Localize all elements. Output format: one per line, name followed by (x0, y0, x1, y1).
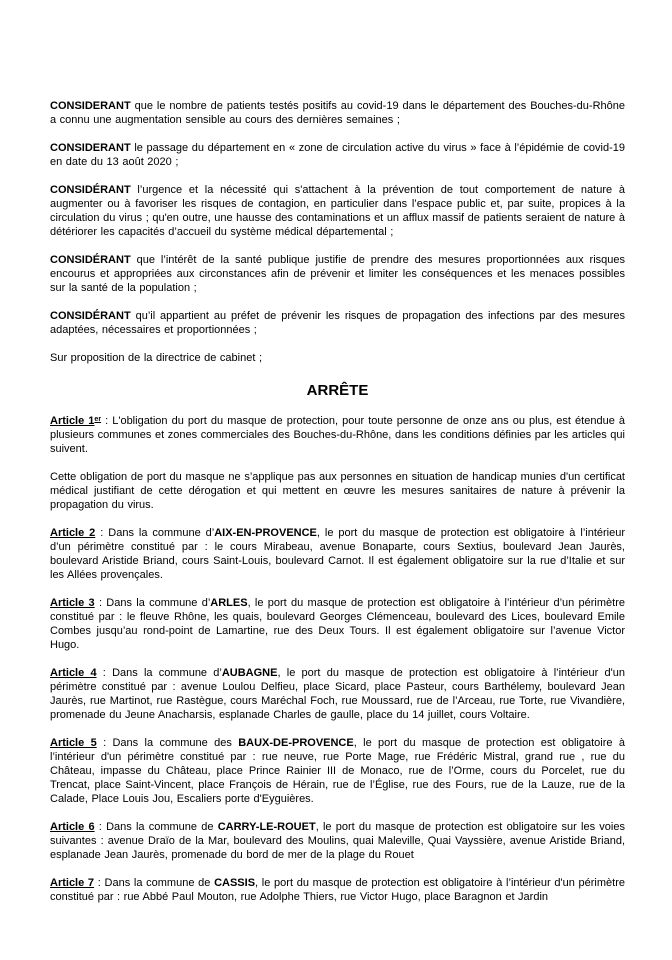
article-label: Article 3 (50, 597, 95, 609)
article-label: Article 1 (50, 415, 95, 427)
article-label: Article 6 (50, 821, 95, 833)
article-1-exemption (50, 470, 625, 512)
paragraph-text: , le port du masque de protection est obligatoire à l’intérieur d’un périmètre constitué par : le fleuve Rhône, les quais, boulevard Georges Clémenceau, boulevard des Lices, boulevard Emile Combes jusqu’au rond-point de Lamartine, rue des Deux Tours. Il est également obligatoire sur l’avenue Victor Hugo. (50, 597, 625, 651)
paragraph-text: : L'obligation du port du masque de protection, pour toute personne de onze ans ou plus, est étendue à plusieurs communes et zones commerciales des Bouches-du-Rhône, dans les conditions définies par les articles qui suivent. (50, 415, 625, 455)
commune-name: AIX-EN-PROVENCE (214, 527, 317, 539)
article-label: Article 4 (50, 667, 97, 679)
commune-name: CARRY-LE-ROUET (217, 821, 316, 833)
article-label: Article 7 (50, 877, 95, 889)
paragraph-text: , le port du masque de protection est obligatoire à l’intérieur d'un périmètre constitué par : avenue Loulou Delfieu, place Sicard, place Pasteur, cours Barthélemy, boulevard Jean Jaurès, rue Martinot, rue Rastègue, cours Maréchal Foch, rue Moussard, rue de l’Arceau, rue Torte, rue Vivandière, promenade du Jeune Anacharsis, esplanade Charles de gaulle, place du 14 juillet, cours Voltaire. (50, 667, 626, 721)
paragraph-text: le passage du département en « zone de circulation active du virus » face à l’épidémie de covid-19 en date du 13 août 2020 ; (50, 142, 625, 168)
considerant-keyword: CONSIDÉRANT (50, 184, 131, 196)
article-6 (50, 820, 625, 862)
paragraph-text: : Dans la commune d’ (94, 597, 211, 609)
paragraph-text: que le nombre de patients testés positifs au covid-19 dans le département des Bouches-du-Rhône a connu une augmentation sensible au cours des dernières semaines ; (50, 100, 625, 126)
paragraph-text: qu’il appartient au préfet de prévenir les risques de propagation des infections par des mesures adaptées, nécessaires et proportionnées ; (50, 310, 625, 336)
paragraph-text: que l’intérêt de la santé publique justifie de prendre des mesures proportionnées aux risques encourus et appropriées aux circonstances afin de prévenir et limiter les conséquences et les menaces possibles sur la santé de la population ; (50, 254, 625, 294)
commune-name: AUBAGNE (221, 667, 278, 679)
paragraph-text: , le port du masque de protection est obligatoire à l’intérieur d'un périmètre constitué par : rue Abbé Paul Mouton, rue Adolphe Thiers, rue Victor Hugo, place Baragnon et Jardin (50, 877, 625, 903)
article-4 (50, 666, 625, 722)
decree-heading (50, 382, 625, 400)
article-3 (50, 596, 625, 652)
paragraph-text: : Dans la commune de (94, 821, 218, 833)
considerant-keyword: CONSIDÉRANT (50, 310, 131, 322)
paragraph-text: Cette obligation de port du masque ne s’applique pas aux personnes en situation de handicap munies d'un certificat médical justifiant de cette dérogation et qui mettent en œuvre les mesures sanitaires de nature à prévenir la propagation du virus. (50, 471, 625, 511)
commune-name: CASSIS (214, 877, 256, 889)
heading-text: ARRÊTE (306, 382, 369, 399)
paragraph-text: : Dans la commune de (94, 877, 215, 889)
article-7 (50, 876, 625, 904)
article-label-ordinal: er (94, 416, 102, 423)
article-label: Article 5 (50, 737, 97, 749)
article-2 (50, 526, 625, 582)
sur-proposition (50, 351, 625, 365)
article-1 (50, 414, 625, 456)
considerant-2 (50, 141, 625, 169)
paragraph-text: l’urgence et la nécessité qui s'attachent à la prévention de tout comportement de nature à augmenter ou à favoriser les risques de contagion, en particulier dans l’espace public et, par suite, propices à la circulation du virus ; qu'en outre, une hausse des contaminations et un afflux massif de patients seraient de nature à détériorer les capacités d’accueil du système médical départemental ; (50, 184, 625, 238)
commune-name: ARLES (210, 597, 248, 609)
considerant-1 (50, 99, 625, 127)
considerant-5 (50, 309, 625, 337)
paragraph-text: Sur proposition de la directrice de cabinet ; (50, 352, 263, 364)
considerant-3 (50, 183, 625, 239)
considerant-keyword: CONSIDERANT (50, 142, 131, 154)
paragraph-text: : Dans la commune des (96, 737, 239, 749)
considerant-keyword: CONSIDERANT (50, 100, 131, 112)
document-body (50, 99, 625, 904)
paragraph-text: : Dans la commune d’ (95, 527, 215, 539)
paragraph-text: : Dans la commune d’ (96, 667, 222, 679)
paragraph-text: , le port du masque de protection est obligatoire à l’intérieur d’un périmètre constitué par : le cours Mirabeau, avenue Bonaparte, cours Sextius, boulevard Jean Jaurès, boulevard Aristide Briand, cours Saint-Louis, boulevard Carnot. Il est également obligatoire sur la rue d’Italie et sur les Allées provençales. (50, 527, 625, 581)
paragraph-text: , le port du masque de protection est obligatoire à l’intérieur d'un périmètre constitué par : rue neuve, rue Porte Mage, rue Frédéric Mistral, grand rue , rue du Château, impasse du Château, place Prince Rainier III de Monaco, rue de l’Orme, cours du Porcelet, rue du Trencat, place Saint-Vincent, place François de Hérain, rue de l’Église, rue des Fours, rue de la Lauze, rue de la Calade, Place Louis Jou, Escaliers porte d'Eyguières. (50, 737, 625, 805)
considerant-4 (50, 253, 625, 295)
paragraph-text: , le port du masque de protection est obligatoire sur les voies suivantes : avenue Draïo de la Mar, boulevard des Moulins, quai Maleville, Quai Vayssière, avenue Aristide Briand, esplanade Jean Jaurès, promenade du bord de mer de la plage du Rouet (50, 821, 625, 861)
commune-name: BAUX-DE-PROVENCE (238, 737, 354, 749)
article-5 (50, 736, 625, 806)
considerant-keyword: CONSIDÉRANT (50, 254, 131, 266)
article-label: Article 2 (50, 527, 96, 539)
